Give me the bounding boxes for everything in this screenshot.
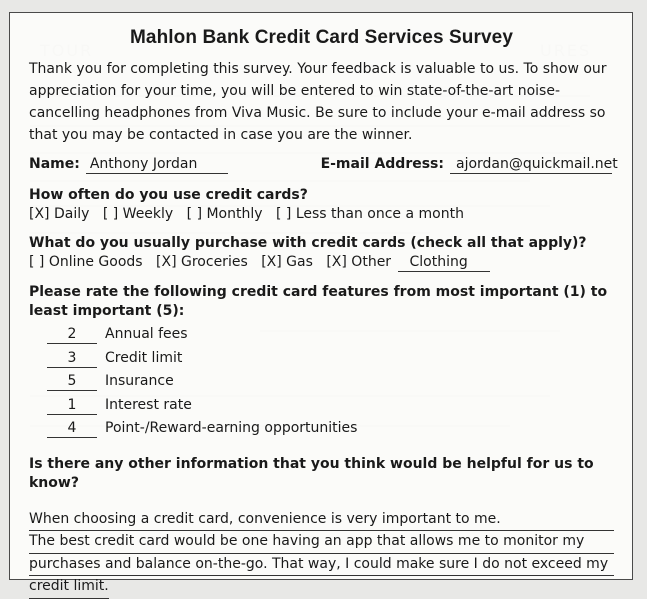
answer-line: purchases and balance on-the-go. That way, I could make sure I do not exceed my xyxy=(29,554,614,577)
answer-line: The best credit card would be one having an app that allows me to monitor my xyxy=(29,531,614,554)
option-less-than-monthly[interactable]: [ ] Less than once a month xyxy=(276,206,464,222)
rank-item-insurance xyxy=(47,370,614,394)
feature-label: Interest rate xyxy=(105,396,192,413)
rank-field[interactable]: 5 xyxy=(47,373,97,391)
option-online-goods[interactable]: [ ] Online Goods xyxy=(29,254,143,270)
additional-info-answer[interactable] xyxy=(29,509,614,599)
email-field[interactable]: ajordan@quickmail.net xyxy=(450,156,612,174)
question-usage-frequency: How often do you use credit cards? xyxy=(29,187,308,203)
option-gas[interactable]: [X] Gas xyxy=(261,254,313,270)
feature-label: Annual fees xyxy=(105,326,188,342)
contact-row xyxy=(29,156,618,174)
purchase-type-options xyxy=(29,253,614,272)
rank-field[interactable]: 4 xyxy=(47,420,97,438)
option-daily[interactable]: [X] Daily xyxy=(29,206,90,222)
rank-item-interest-rate xyxy=(47,394,614,418)
question-feature-ranking: Please rate the following credit card features from most important (1) to least important (5): xyxy=(29,284,608,319)
other-field[interactable]: Clothing xyxy=(398,254,490,272)
name-label: Name: xyxy=(29,156,80,172)
feature-label: Point-/Reward-earning opportunities xyxy=(105,420,358,436)
rank-field[interactable]: 3 xyxy=(47,350,97,368)
feature-label: Credit limit xyxy=(105,349,183,366)
option-monthly[interactable]: [ ] Monthly xyxy=(186,206,263,222)
feature-ranking-list xyxy=(47,323,614,441)
rank-item-credit-limit xyxy=(47,347,614,371)
question-purchase-types: What do you usually purchase with credit cards (check all that apply)? xyxy=(29,235,587,251)
option-groceries[interactable]: [X] Groceries xyxy=(156,254,248,270)
survey-intro: Thank you for completing this survey. Your feedback is valuable to us. To show our appreciation for your time, you will be entered to win state-of-the-art noise-cancelling headphones from Viva Music. Be sure to include your e-mail address so that you may be contacted in case you are the winner. xyxy=(29,61,607,143)
option-weekly[interactable]: [ ] Weekly xyxy=(102,206,174,222)
feature-label: Insurance xyxy=(105,373,174,389)
rank-item-rewards xyxy=(47,417,614,441)
option-other[interactable]: [X] Other xyxy=(326,254,392,270)
survey-title: Mahlon Bank Credit Card Services Survey xyxy=(130,27,513,48)
email-group xyxy=(320,156,618,174)
answer-line: When choosing a credit card, convenience is very important to me. xyxy=(29,509,614,532)
usage-frequency-options xyxy=(29,205,614,224)
rank-field[interactable]: 1 xyxy=(47,397,97,415)
rank-field[interactable]: 2 xyxy=(47,326,97,344)
answer-line: credit limit. xyxy=(29,576,109,599)
email-label: E-mail Address: xyxy=(320,156,444,172)
rank-item-annual-fees xyxy=(47,323,614,347)
question-additional-info: Is there any other information that you think would be helpful for us to know? xyxy=(29,455,594,491)
name-field[interactable]: Anthony Jordan xyxy=(86,156,228,174)
survey-card xyxy=(9,12,633,594)
